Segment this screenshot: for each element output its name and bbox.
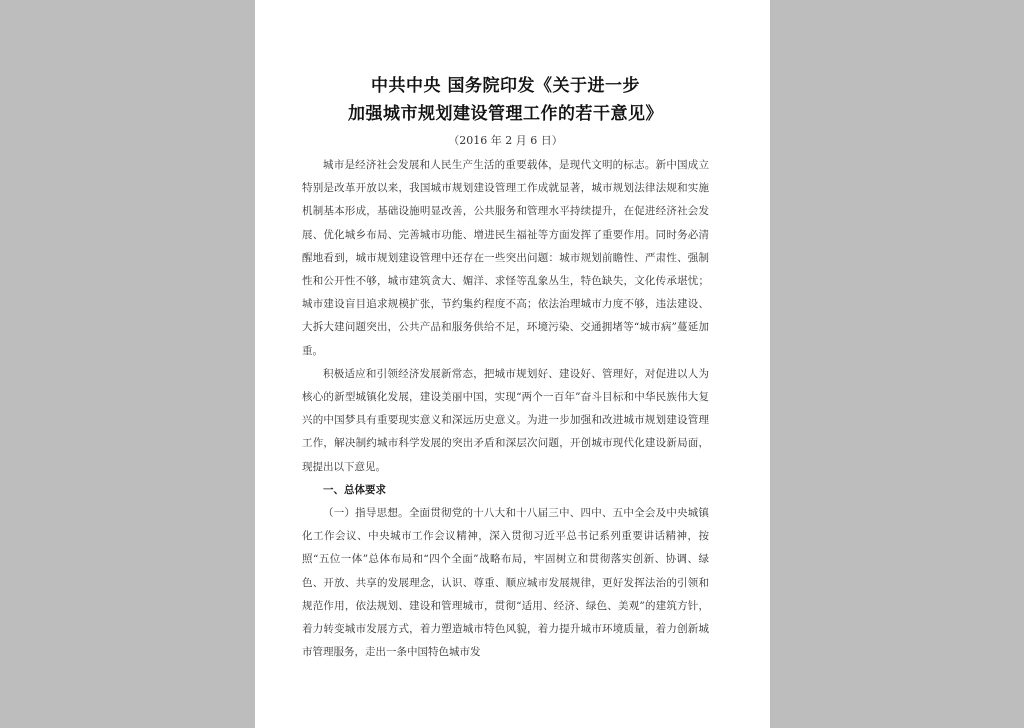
- paragraph-guiding-ideology: （一）指导思想。全面贯彻党的十八大和十八届三中、四中、五中全会及中央城镇化工作会议、中央城市工作会议精神，深入贯彻习近平总书记系列重要讲话精神，按照“五位一体”总体布局和“四个全面”战略布局，牢固树立和贯彻落实创新、协调、绿色、开放、共享的发展理念，认识、尊重、顺应城市发展规律，更好发挥法治的引领和规范作用，依法规划、建设和管理城市，贯彻“适用、经济、绿色、美观”的建筑方针，着力转变城市发展方式，着力塑造城市特色风貌，着力提升城市环境质量，着力创新城市管理服务，走出一条中国特色城市发: [302, 507, 709, 659]
- section-heading: 一、总体要求: [323, 483, 386, 496]
- paragraph-purpose: 积极适应和引领经济发展新常态，把城市规划好、建设好、管理好，对促进以人为核心的新型城镇化发展，建设美丽中国，实现“两个一百年”奋斗目标和中华民族伟大复兴的中国梦具有重要现实意义和深远历史意义。为进一步加强和改进城市规划建设管理工作，解决制约城市科学发展的突出矛盾和深层次问题，开创城市现代化建设新局面，现提出以下意见。: [302, 367, 709, 473]
- document-title-line-1: 中共中央 国务院印发《关于进一步: [371, 76, 640, 96]
- document-title-line-2: 加强城市规划建设管理工作的若干意见》: [348, 104, 663, 124]
- document-page: [255, 0, 770, 728]
- paragraph-intro: 城市是经济社会发展和人民生产生活的重要载体，是现代文明的标志。新中国成立特别是改革开放以来，我国城市规划建设管理工作成就显著，城市规划法律法规和实施机制基本形成，基础设施明显改善，公共服务和管理水平持续提升，在促进经济社会发展、优化城乡布局、完善城市功能、增进民生福祉等方面发挥了重要作用。同时务必清醒地看到，城市规划建设管理中还存在一些突出问题：城市规划前瞻性、严肃性、强制性和公开性不够，城市建筑贪大、媚洋、求怪等乱象丛生，特色缺失，文化传承堪忧；城市建设盲目追求规模扩张，节约集约程度不高；依法治理城市力度不够，违法建设、大拆大建问题突出，公共产品和服务供给不足，环境污染、交通拥堵等“城市病”蔓延加重。: [302, 159, 709, 357]
- document-date: （2016 年 2 月 6 日）: [448, 134, 563, 147]
